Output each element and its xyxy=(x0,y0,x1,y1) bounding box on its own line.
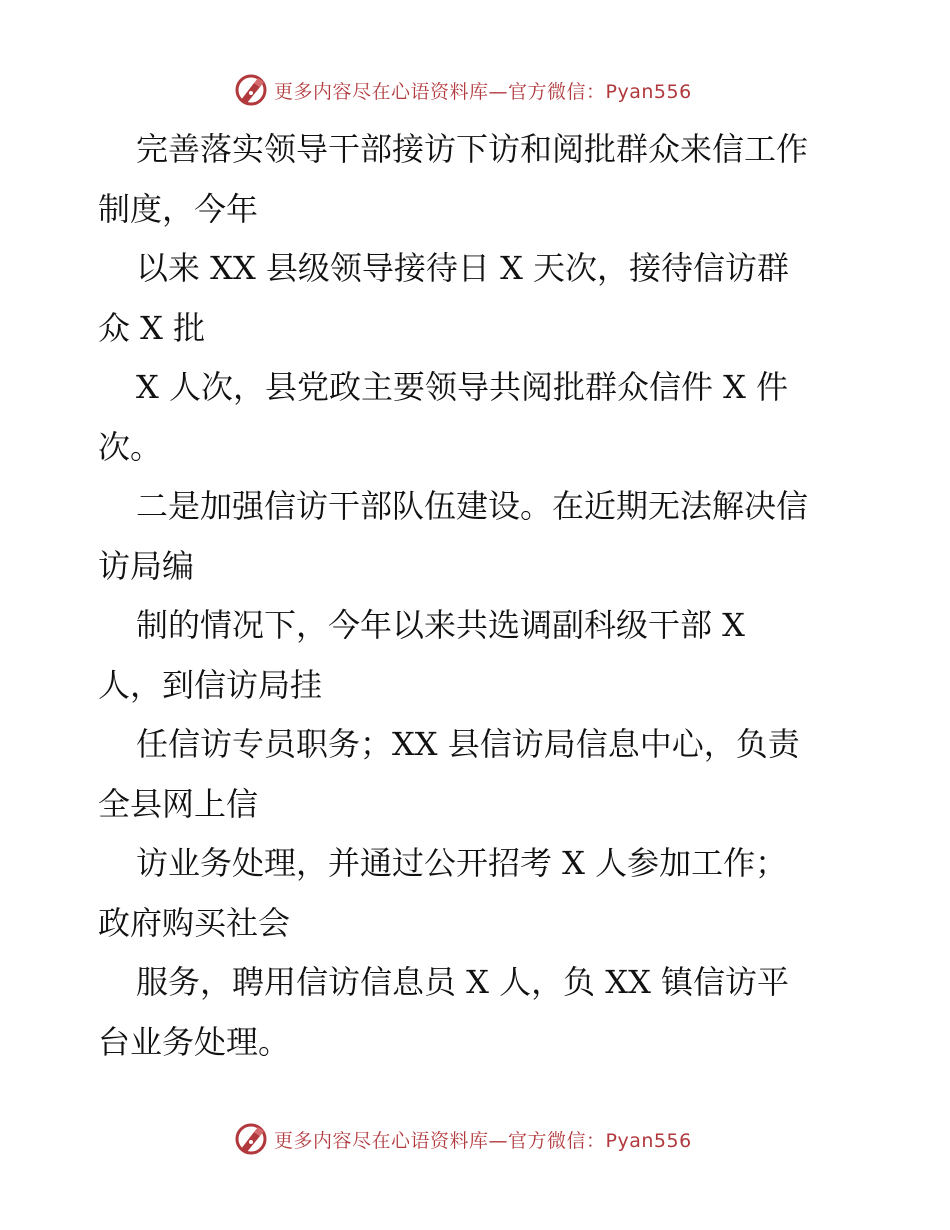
text-line: 全县网上信 xyxy=(98,784,259,823)
footer-banner-text: 更多内容尽在心语资料库—官方微信：Pyan556 xyxy=(274,1129,692,1152)
pen-nib-logo-icon xyxy=(234,1122,268,1156)
text-line: 人，到信访局挂 xyxy=(98,665,323,704)
text-line: 二是加强信访干部队伍建设。在近期无法解决信 xyxy=(136,487,809,525)
text-line: 访业务处理，并通过公开招考 X 人参加工作； xyxy=(136,844,788,882)
text-line: 以来 XX 县级领导接待日 X 天次，接待信访群 xyxy=(136,249,790,287)
text-line: 台业务处理。 xyxy=(98,1022,291,1061)
text-line: 服务，聘用信访信息员 X 人，负 XX 镇信访平 xyxy=(136,963,790,1001)
body-text xyxy=(98,120,878,1072)
footer-banner[interactable] xyxy=(234,1121,692,1157)
text-line: 制度，今年 xyxy=(98,189,259,228)
text-line: 制的情况下，今年以来共选调副科级干部 X xyxy=(136,606,745,644)
text-line: 众 X 批 xyxy=(98,308,206,347)
text-line: 访局编 xyxy=(98,546,195,585)
pen-nib-logo-icon xyxy=(234,73,268,107)
text-line: 完善落实领导干部接访下访和阅批群众来信工作 xyxy=(136,130,809,168)
text-line: 次。 xyxy=(98,427,163,466)
text-line: 政府购买社会 xyxy=(98,903,291,942)
text-line: X 人次，县党政主要领导共阅批群众信件 X 件 xyxy=(136,368,789,406)
header-banner[interactable] xyxy=(234,72,692,108)
header-banner-text: 更多内容尽在心语资料库—官方微信：Pyan556 xyxy=(274,80,692,103)
text-line: 任信访专员职务；XX 县信访局信息中心，负责 xyxy=(136,725,800,763)
